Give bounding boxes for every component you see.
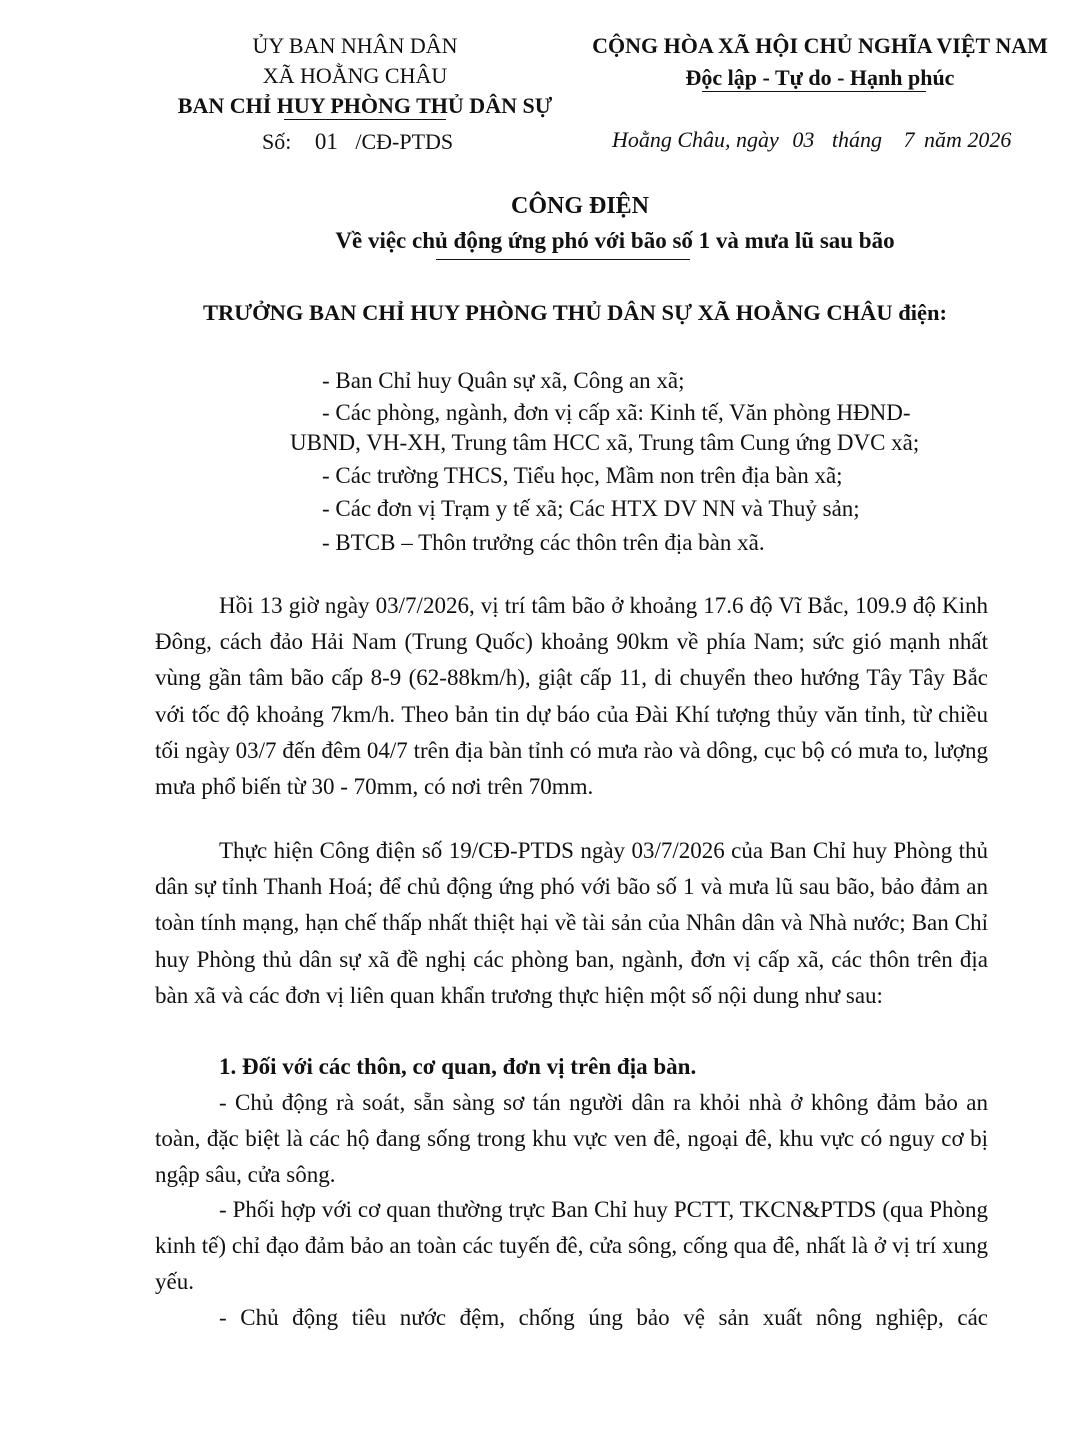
paragraph-drainage: - Chủ động tiêu nước đệm, chống úng bảo vệ sản xuất nông nghiệp, các [219,1305,988,1330]
nation-title: CỘNG HÒA XÃ HỘI CHỦ NGHĨA VIỆT NAM [592,33,1048,58]
motto-underline [702,91,926,92]
place: Hoằng Châu, ngày [612,127,779,152]
recipient-1: - Ban Chỉ huy Quân sự xã, Công an xã; [322,368,685,393]
paragraph-evacuation: - Chủ động rà soát, sẵn sàng sơ tán người dân ra khỏi nhà ở không đảm bảo an toàn, đặc biệt là các hộ đang sống trong khu vực ven đê, ngoại đê, khu vực có nguy cơ bị ngập sâu, cửa sông. [155,1090,988,1188]
issuer-underline [284,119,446,120]
date-day: 03 [792,127,815,152]
recipient-5: - BTCB – Thôn trưởng các thôn trên địa bàn xã. [322,530,765,555]
so-suffix: /CĐ-PTDS [355,129,454,154]
so-label: Số: [262,129,292,154]
paragraph-implementation: Thực hiện Công điện số 19/CĐ-PTDS ngày 03/7/2026 của Ban Chỉ huy Phòng thủ dân sự tỉnh Thanh Hoá; để chủ động ứng phó với bão số 1 và mưa lũ sau bão, bảo đảm an toàn tính mạng, hạn chế thấp nhất thiệt hại về tài sản của Nhân dân và Nhà nước; Ban Chỉ huy Phòng thủ dân sự xã đề nghị các phòng ban, ngành, đơn vị cấp xã, các thôn trên địa bàn xã và các đơn vị liên quan khẩn trương thực hiện một số nội dung như sau: [155,838,988,1008]
document-subtitle: Về việc chủ động ứng phó với bão số 1 và mưa lũ sau bão [335,228,895,253]
paragraph-storm-info: Hồi 13 giờ ngày 03/7/2026, vị trí tâm bão ở khoảng 17.6 độ Vĩ Bắc, 109.9 độ Kinh Đông, cách đảo Hải Nam (Trung Quốc) khoảng 90km về phía Nam; sức gió mạnh nhất vùng gần tâm bão cấp 8-9 (62-88km/h), giật cấp 11, di chuyển theo hướng Tây Tây Bắc với tốc độ khoảng 7km/h. Theo bản tin dự báo của Đài Khí tượng thủy văn tỉnh, từ chiều tối ngày 03/7 đến đêm 04/7 trên địa bàn tỉnh có mưa rào và dông, cục bộ có mưa to, lượng mưa phổ biến từ 30 - 70mm, có nơi trên 70mm. [155,593,988,800]
paragraph-dike-safety: - Phối hợp với cơ quan thường trực Ban Chỉ huy PCTT, TKCN&PTDS (qua Phòng kinh tế) chỉ đạo đảm bảo an toàn các tuyến đê, cửa sông, cống qua đê, nhất là ở vị trí xung yếu. [155,1197,988,1295]
subtitle-underline [436,259,690,260]
issuer-line-1: ỦY BAN NHÂN DÂN [252,33,458,58]
month-label: tháng [831,127,882,152]
sender-line: TRƯỞNG BAN CHỈ HUY PHÒNG THỦ DÂN SỰ XÃ HOẰNG CHÂU điện: [203,300,947,325]
document-title: CÔNG ĐIỆN [510,193,649,219]
year-label: năm 2026 [923,127,1012,152]
place-date [612,126,1011,154]
date-month: 7 [903,127,915,152]
section-heading-1: 1. Đối với các thôn, cơ quan, đơn vị trên địa bàn. [219,1054,697,1079]
recipient-4: - Các đơn vị Trạm y tế xã; Các HTX DV NN và Thuỷ sản; [322,496,860,521]
document-number [262,128,453,156]
nation-motto: Độc lập - Tự do - Hạnh phúc [685,65,955,90]
so-number: 01 [314,129,338,154]
recipient-2b: UBND, VH-XH, Trung tâm HCC xã, Trung tâm Cung ứng DVC xã; [290,430,920,455]
recipient-3: - Các trường THCS, Tiểu học, Mầm non trên địa bàn xã; [322,463,843,488]
issuer-line-3: BAN CHỈ HUY PHÒNG THỦ DÂN SỰ [177,93,553,118]
recipient-2a: - Các phòng, ngành, đơn vị cấp xã: Kinh tế, Văn phòng HĐND- [322,400,911,425]
issuer-line-2: XÃ HOẰNG CHÂU [262,63,448,88]
